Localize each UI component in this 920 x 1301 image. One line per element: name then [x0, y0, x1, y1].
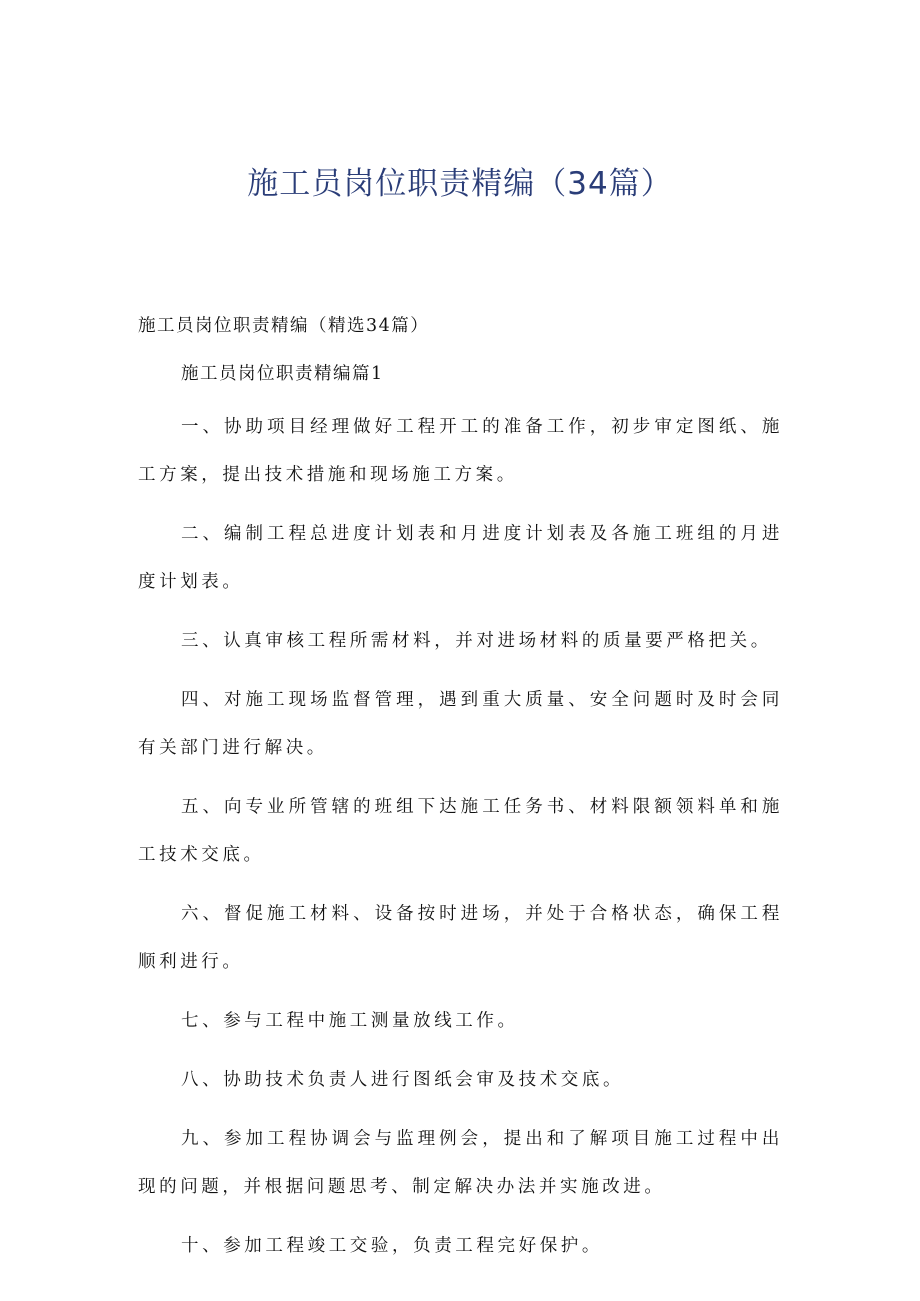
duty-paragraph-5: 五、向专业所管辖的班组下达施工任务书、材料限额领料单和施工技术交底。 — [138, 797, 783, 865]
document-subtitle: 施工员岗位职责精编（精选34篇） — [138, 316, 430, 336]
duty-paragraph-3: 三、认真审核工程所需材料，并对进场材料的质量要严格把关。 — [181, 631, 772, 651]
duty-paragraph-10: 十、参加工程竣工交验，负责工程完好保护。 — [181, 1236, 603, 1256]
duty-paragraph-2: 二、编制工程总进度计划表和月进度计划表及各施工班组的月进度计划表。 — [138, 524, 783, 592]
duty-paragraph-8: 八、协助技术负责人进行图纸会审及技术交底。 — [181, 1070, 625, 1090]
duty-paragraph-6: 六、督促施工材料、设备按时进场，并处于合格状态，确保工程顺利进行。 — [138, 904, 783, 972]
duty-paragraph-7: 七、参与工程中施工测量放线工作。 — [181, 1011, 519, 1031]
document-title: 施工员岗位职责精编（34篇） — [247, 166, 673, 202]
document-body — [138, 308, 783, 1270]
duty-paragraph-9: 九、参加工程协调会与监理例会，提出和了解项目施工过程中出现的问题，并根据问题思考、制定解决办法并实施改进。 — [138, 1129, 783, 1197]
duty-paragraph-4: 四、对施工现场监督管理，遇到重大质量、安全问题时及时会同有关部门进行解决。 — [138, 690, 783, 758]
section-heading: 施工员岗位职责精编篇1 — [181, 364, 384, 384]
duty-paragraph-1: 一、协助项目经理做好工程开工的准备工作，初步审定图纸、施工方案，提出技术措施和现场施工方案。 — [138, 417, 783, 485]
